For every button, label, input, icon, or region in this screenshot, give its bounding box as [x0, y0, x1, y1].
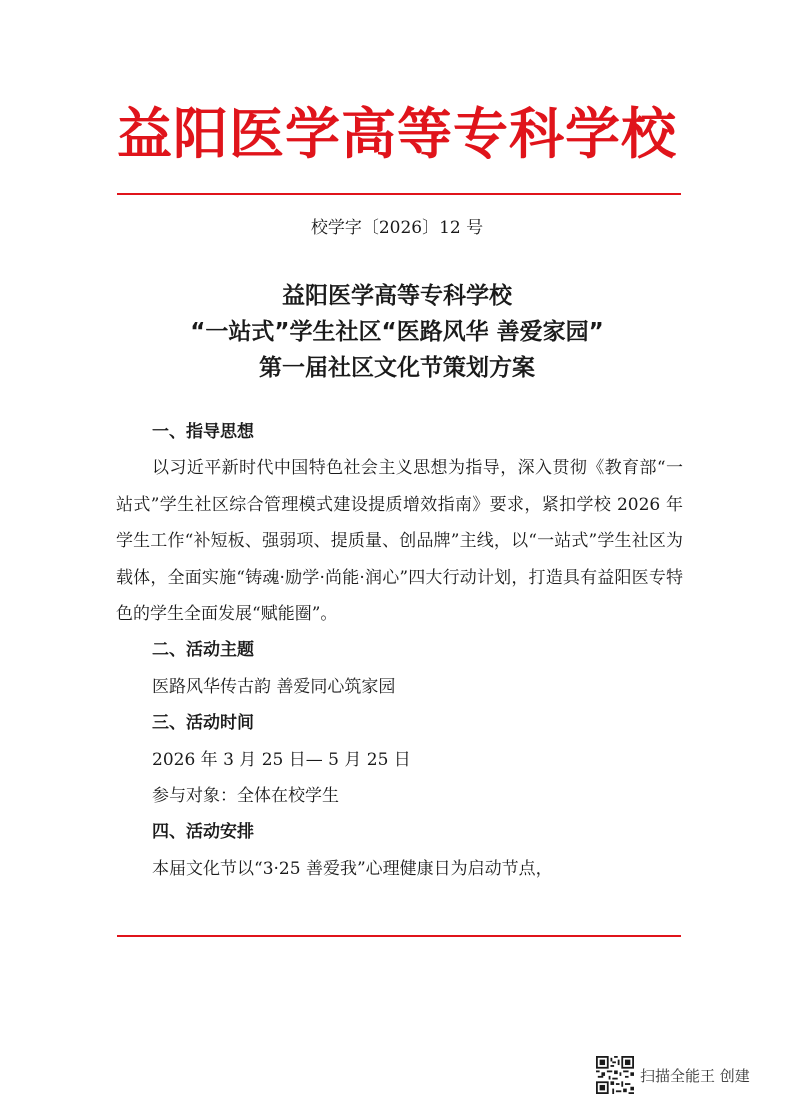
section-body-theme: 医路风华传古韵 善爱同心筑家园 [152, 676, 396, 697]
red-divider-bottom [117, 935, 681, 937]
section-body-arrangement: 本届文化节以“3·25 善爱我”心理健康日为启动节点， [152, 858, 553, 879]
document-body [116, 414, 683, 887]
section-heading-arrangement: 四、活动安排 [152, 822, 254, 843]
section-body-guiding-ideology: 以习近平新时代中国特色社会主义思想为指导，深入贯彻《教育部“一站式”学生社区综合管理模式建设提质增效指南》要求，紧扣学校 2026 年学生工作“补短板、强弱项、提质量、创品牌”主线，以“一站式”学生社区为载体，全面实施“铸魂·励学·尚能·润心”四大行动计划，打造具有益阳医专特色的学生全面发展“赋能圈”。 [116, 458, 683, 625]
title-line-2: “一站式”学生社区“医路风华 善爱家园” [190, 319, 604, 345]
institution-masthead: 益阳医学高等专科学校 [116, 102, 677, 166]
section-heading-guiding-ideology: 一、指导思想 [152, 422, 254, 442]
section-heading-time: 三、活动时间 [152, 713, 254, 734]
red-divider-top [117, 193, 681, 195]
section-body-time: 2026 年 3 月 25 日— 5 月 25 日 [152, 749, 411, 770]
document-title [0, 278, 794, 386]
title-line-3: 第一届社区文化节策划方案 [259, 355, 535, 381]
section-body-audience: 参与对象：全体在校学生 [152, 786, 339, 807]
scanner-watermark [596, 1053, 750, 1097]
scanner-label: 扫描全能王 创建 [640, 1066, 750, 1085]
section-heading-theme: 二、活动主题 [152, 640, 254, 661]
title-line-1: 益阳医学高等专科学校 [282, 283, 512, 309]
qr-code-icon [596, 1056, 634, 1094]
document-number: 校学字〔2026〕12 号 [310, 218, 484, 238]
